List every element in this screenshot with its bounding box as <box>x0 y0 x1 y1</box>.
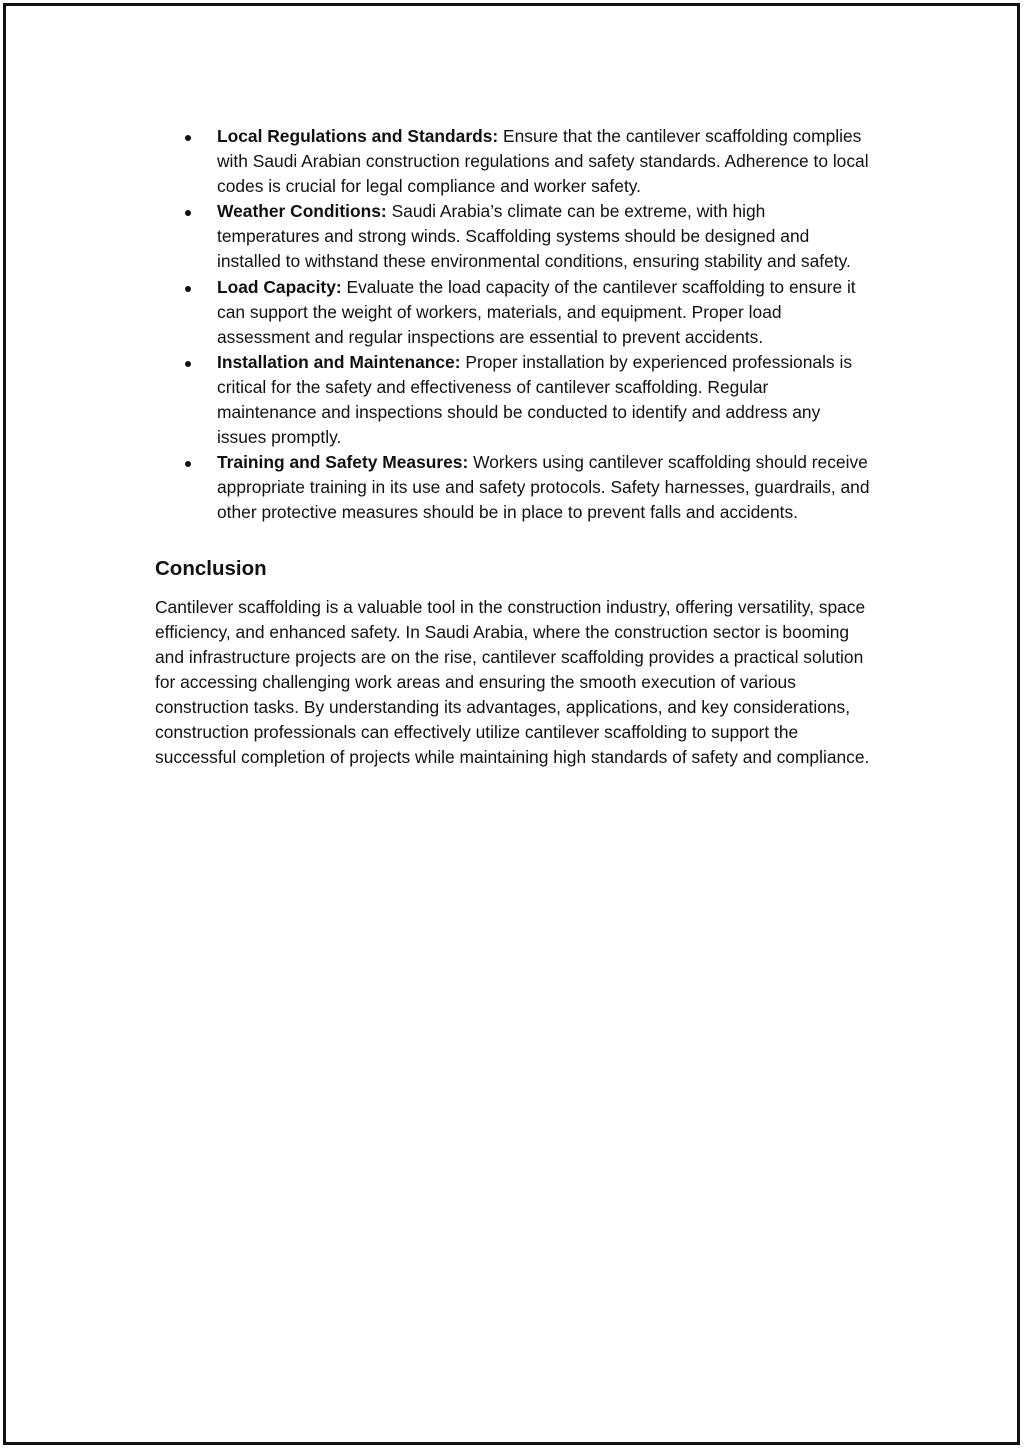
bullet-icon <box>185 461 191 467</box>
list-item-text: Evaluate the load capacity of the cantilever scaffolding to ensure it can support the weight of workers, materials, and equipment. Proper load assessment and regular inspections are essential to prevent accidents. <box>217 276 856 347</box>
list-item <box>155 450 870 525</box>
list-item-term: Training and Safety Measures: <box>217 452 469 473</box>
considerations-list <box>155 124 870 526</box>
bullet-icon <box>185 135 191 141</box>
list-item <box>155 350 870 450</box>
list-item <box>155 275 870 350</box>
list-item-text: Proper installation by experienced professionals is critical for the safety and effectiveness of cantilever scaffolding. Regular maintenance and inspections should be conducted to identify and address any issues promptly. <box>217 351 853 448</box>
conclusion-heading: Conclusion <box>155 556 267 580</box>
list-item-term: Local Regulations and Standards: <box>217 126 499 146</box>
list-item-term: Weather Conditions: <box>217 201 387 222</box>
list-item-text: Saudi Arabia’s climate can be extreme, with high temperatures and strong winds. Scaffolding systems should be designed and installed to withstand these environmental conditions, ensuring stability and safety. <box>217 201 851 272</box>
conclusion-paragraph: Cantilever scaffolding is a valuable tool in the construction industry, offering versatility, space efficiency, and enhanced safety. In Saudi Arabia, where the construction sector is booming and infrastructure projects are on the rise, cantilever scaffolding provides a practical solution for accessing challenging work areas and ensuring the smooth execution of various construction tasks. By understanding its advantages, applications, and key considerations, construction professionals can effectively utilize cantilever scaffolding to support the successful completion of projects while maintaining high standards of safety and compliance. <box>155 596 870 768</box>
list-item <box>155 199 870 274</box>
bullet-icon <box>185 210 191 216</box>
list-item-text: Workers using cantilever scaffolding should receive appropriate training in its use and safety protocols. Safety harnesses, guardrails, and other protective measures should be in place to prevent falls and accidents. <box>217 452 870 523</box>
list-item-text: Ensure that the cantilever scaffolding complies with Saudi Arabian construction regulations and safety standards. Adherence to local codes is crucial for legal compliance and worker safety. <box>217 126 869 197</box>
list-item-term: Installation and Maintenance: <box>217 351 461 372</box>
bullet-icon <box>185 361 191 367</box>
list-item <box>155 124 870 199</box>
document-body <box>155 124 870 770</box>
list-item-term: Load Capacity: <box>217 276 342 297</box>
bullet-icon <box>185 286 191 292</box>
